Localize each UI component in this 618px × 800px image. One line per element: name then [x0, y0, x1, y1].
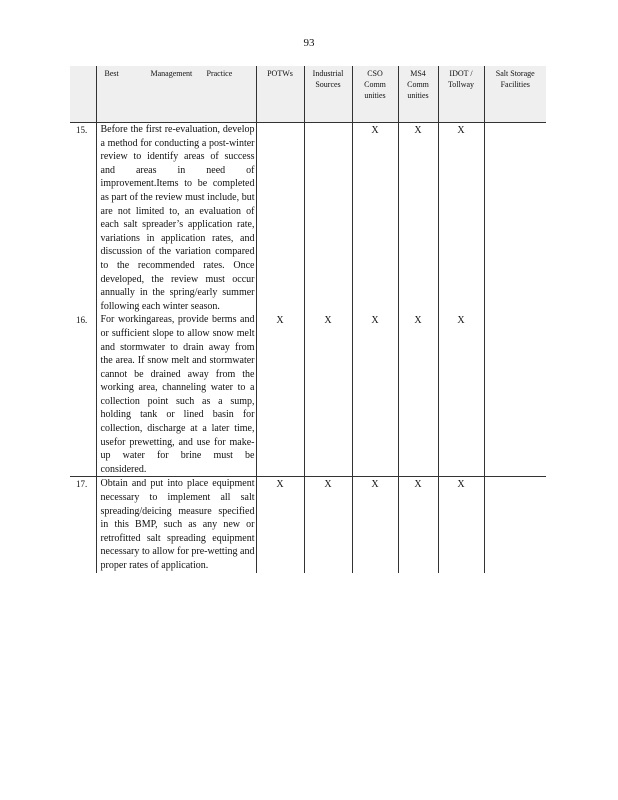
cell-cso: X — [352, 313, 398, 477]
header-industrial-sources: Industrial Sources — [304, 66, 352, 123]
cell-ms4: X — [398, 313, 438, 477]
cell-ms4: X — [398, 477, 438, 573]
table-row — [70, 477, 546, 573]
header-number — [70, 66, 96, 123]
cell-idot: X — [438, 123, 484, 314]
cell-potws: X — [256, 313, 304, 477]
header-ms4-communities: MS4 Comm unities — [398, 66, 438, 123]
row-number: 15. — [76, 125, 88, 135]
cell-industrial: X — [304, 313, 352, 477]
cell-salt — [484, 313, 546, 477]
table-row — [70, 313, 546, 477]
cell-potws — [256, 123, 304, 314]
row-number: 17. — [70, 477, 96, 573]
row-practice-text: For workingareas, provide berms and or sufficient slope to allow snow melt and stormwater to drain away from the area. If snow melt and stormwater cannot be drained away from the working area, channeling water to a collection point such as a sump, holding tank or lined basin for collection, discharge at a later time, usefor prewetting, and use for make-up water for brine must be considered. — [96, 313, 256, 477]
cell-idot: X — [438, 477, 484, 573]
cell-salt — [484, 477, 546, 573]
cell-industrial: X — [304, 477, 352, 573]
table-header-row — [70, 66, 546, 123]
header-best-management-practice — [96, 66, 256, 123]
header-bmp-word-2: Management — [150, 69, 193, 78]
header-bmp-word-1: Best — [104, 69, 119, 78]
cell-cso: X — [352, 123, 398, 314]
cell-cso: X — [352, 477, 398, 573]
row-practice-text: Before the first re-evaluation, develop a method for conducting a post-winter review to identify areas of success and areas in need of improvement.Items to be completed as part of the review must include, but are not limited to, an evaluation of each salt spreader’s application rate, variations in application rates, and discussion of the variation compared to the recommended rates. Once developed, the review must occur annually in the spring/early summer following each winter season. — [96, 123, 256, 314]
header-potws: POTWs — [256, 66, 304, 123]
header-cso-communities: CSO Comm unities — [352, 66, 398, 123]
table-row — [70, 123, 546, 314]
cell-potws: X — [256, 477, 304, 573]
cell-ms4: X — [398, 123, 438, 314]
header-idot-tollway: IDOT / Tollway — [438, 66, 484, 123]
page-number: 93 — [303, 37, 315, 49]
cell-industrial — [304, 123, 352, 314]
header-salt-storage-facilities: Salt Storage Facilities — [484, 66, 546, 123]
cell-idot: X — [438, 313, 484, 477]
row-number: 16. — [76, 315, 88, 326]
bmp-table — [70, 66, 546, 573]
row-practice-text: Obtain and put into place equipment necessary to implement all salt spreading/deicing measure specified in this BMP, such as any new or retrofitted salt spreading equipment necessary to allow for pre-wetting and proper rates of application. — [96, 477, 256, 573]
cell-salt — [484, 123, 546, 314]
header-bmp-word-3: Practice — [206, 69, 233, 78]
